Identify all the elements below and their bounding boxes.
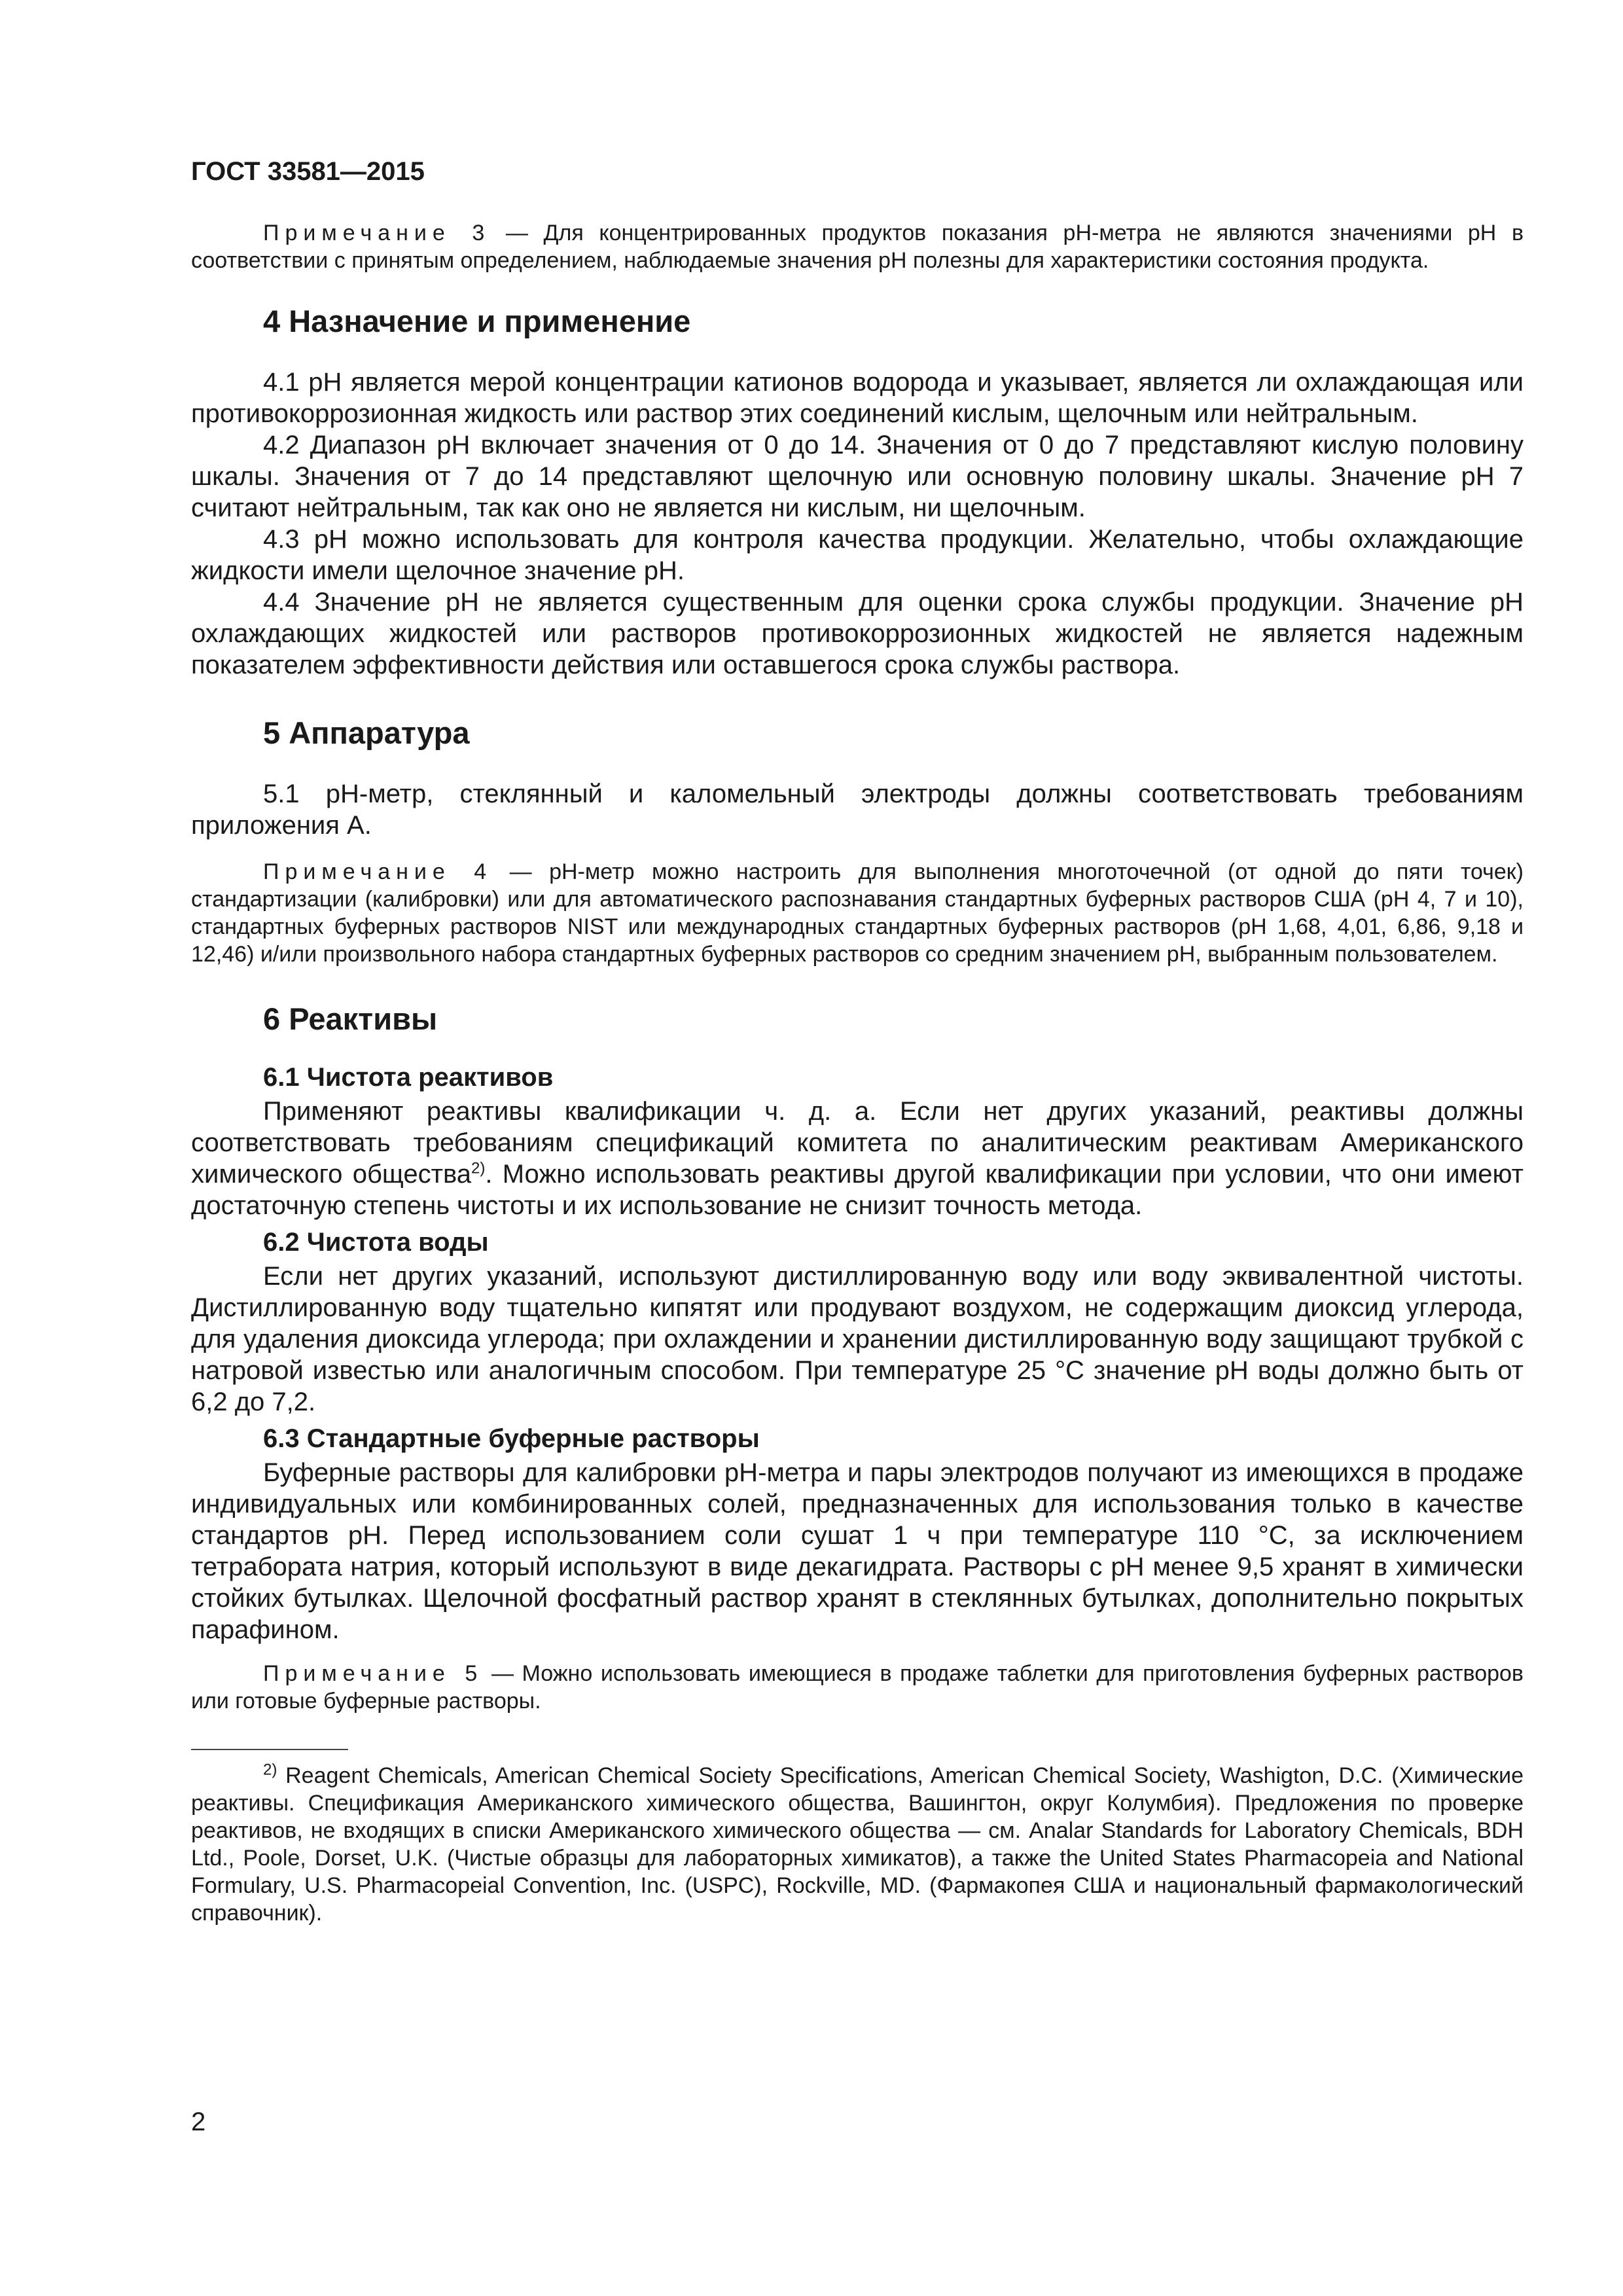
document-page [191, 157, 1524, 1927]
paragraph-6-1 [191, 1096, 1524, 1221]
document-code: ГОСТ 33581—2015 [191, 157, 425, 186]
note-3-label: Примечание 3 [263, 221, 491, 245]
section-6-title: 6 Реактивы [263, 1001, 438, 1036]
page-number: 2 [191, 2108, 206, 2136]
paragraph-4-2: 4.2 Диапазон рН включает значения от 0 до 14. Значения от 0 до 7 представляют кислую половину шкалы. Значения от 7 до 14 представляют щелочную или основную половину шкалы. Значение рН 7 считают нейтральным, так как оно не является ни кислым, ни щелочным. [191, 431, 1524, 522]
footnote-mark: 2) [263, 1761, 277, 1779]
paragraph-4-4: 4.4 Значение рН не является существенным для оценки срока службы продукции. Значение рН охлаждающих жидкостей или растворов противокоррозионных жидкостей не является надежным показателем эффективности действия или оставшегося срока службы раствора. [191, 588, 1524, 679]
paragraph-5-1: 5.1 рН-метр, стеклянный и каломельный электроды должны соответствовать требованиям приложения А. [191, 780, 1524, 840]
note-4 [191, 858, 1524, 968]
note-3-text: — Для концентрированных продуктов показания рН-метра не являются значениями рН в соответствии с принятым определением, наблюдаемые значения рН полезны для характеристики состояния продукта. [191, 221, 1524, 273]
paragraph-4-1: 4.1 рН является мерой концентрации катионов водорода и указывает, является ли охлаждающая или противокоррозионная жидкость или раствор этих соединений кислым, щелочным или нейтральным. [191, 368, 1524, 428]
footnote-2 [191, 1762, 1524, 1927]
section-5-title: 5 Аппаратура [263, 715, 470, 750]
paragraph-6-1-text-a: Применяют реактивы квалификации ч. д. а. Если нет других указаний, реактивы должны соответствовать требованиям спецификаций комитета по аналитическим реактивам Американского химического общества [191, 1097, 1524, 1189]
footnote-separator [191, 1749, 348, 1750]
subsection-6-1-title: 6.1 Чистота реактивов [263, 1063, 554, 1092]
paragraph-6-2: Если нет других указаний, используют дистиллированную воду или воду эквивалентной чистоты. Дистиллированную воду тщательно кипятят или продувают воздухом, не содержащим диоксид углерода, для удаления диоксида углерода; при охлаждении и хранении дистиллированную воду защищают трубкой с натровой известью или аналогичным способом. При температуре 25 °С значение рН воды должно быть от 6,2 до 7,2. [191, 1262, 1524, 1416]
section-4-title: 4 Назначение и применение [263, 304, 691, 338]
subsection-6-3-title: 6.3 Стандартные буферные растворы [263, 1424, 760, 1453]
paragraph-6-3: Буферные растворы для калибровки рН-метра и пары электродов получают из имеющихся в продаже индивидуальных или комбинированных солей, предназначенных для использования только в качестве стандартов рН. Перед использованием соли сушат 1 ч при температуре 110 °С, за исключением тетрабората натрия, который используют в виде декагидрата. Растворы с рН менее 9,5 хранят в химически стойких бутылках. Щелочной фосфатный раствор хранят в стеклянных бутылках, дополнительно покрытых парафином. [191, 1458, 1524, 1644]
note-5-label: Примечание 5 [263, 1661, 484, 1686]
note-5-text: — Можно использовать имеющиеся в продаже таблетки для приготовления буферных растворов или готовые буферные растворы. [191, 1661, 1524, 1713]
note-5 [191, 1660, 1524, 1715]
note-4-label: Примечание 4 [263, 859, 493, 884]
paragraph-4-3: 4.3 рН можно использовать для контроля качества продукции. Желательно, чтобы охлаждающие жидкости имели щелочное значение рН. [191, 525, 1524, 585]
note-4-text: — рН-метр можно настроить для выполнения многоточечной (от одной до пяти точек) стандартизации (калибровки) или для автоматического распознавания стандартных буферных растворов США (рН 4, 7 и 10), стандартных буферных растворов NIST или международных стандартных буферных растворов (рН 1,68, 4,01, 6,86, 9,18 и 12,46) и/или произвольного набора стандартных буферных растворов со средним значением рН, выбранным пользователем. [191, 859, 1524, 967]
footnote-ref-2[interactable]: 2) [471, 1159, 486, 1177]
footnote-text: Reagent Chemicals, American Chemical Society Specifications, American Chemical Society, Washigton, D.C. (Химические реактивы. Спецификация Американского химического общества, Вашингтон, округ Колумбия). Предложения по проверке реактивов, не входящих в списки Американского химического общества — см. Analar Standards for Laboratory Chemicals, BDH Ltd., Poole, Dorset, U.K. (Чистые образцы для лабораторных химикатов), а также the United States Pharmacopeia and National Formulary, U.S. Pharmacopeial Convention, Inc. (USPC), Rockville, MD. (Фармакопея США и национальный фармакологический справочник). [191, 1763, 1524, 1926]
note-3 [191, 219, 1524, 274]
paragraph-6-1-text-b: . Можно использовать реактивы другой квалификации при условии, что они имеют достаточную степень чистоты и их использование не снизит точность метода. [191, 1160, 1524, 1220]
subsection-6-2-title: 6.2 Чистота воды [263, 1228, 489, 1257]
